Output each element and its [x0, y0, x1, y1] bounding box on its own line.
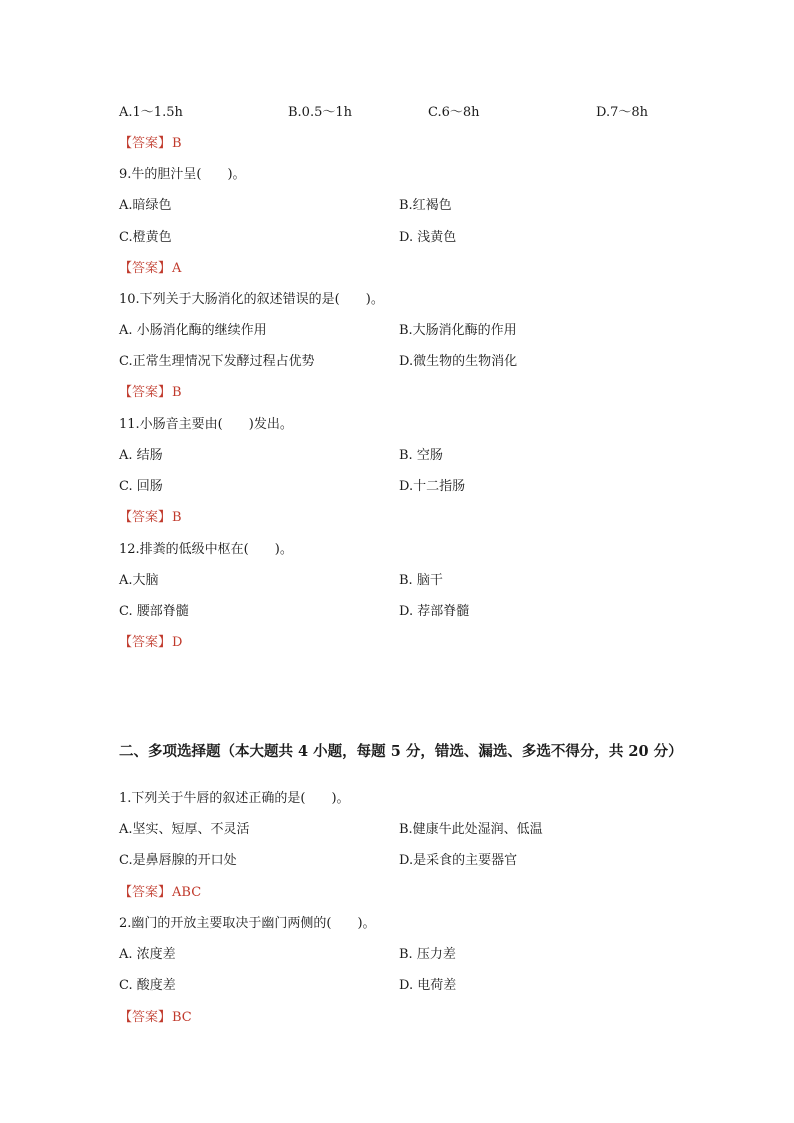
- q12-stem: 12.排粪的低级中枢在( )。: [119, 542, 293, 557]
- q8-option-b: B.0.5～1h: [288, 105, 353, 120]
- m2-option-a: A. 浓度差: [119, 947, 176, 962]
- q11-option-b: B. 空肠: [399, 448, 443, 463]
- q12-answer: [119, 634, 182, 652]
- answer-value: D: [172, 635, 183, 650]
- m2-option-d: D. 电荷差: [399, 978, 457, 993]
- m1-option-c: C.是鼻唇腺的开口处: [119, 853, 237, 868]
- answer-label: 【答案】: [119, 385, 172, 400]
- q10-option-d: D.微生物的生物消化: [399, 354, 518, 369]
- m1-option-a: A.坚实、短厚、不灵活: [119, 822, 250, 837]
- q12-option-c: C. 腰部脊髓: [119, 604, 189, 619]
- m1-answer: [119, 884, 201, 902]
- q12-option-b: B. 脑干: [399, 573, 443, 588]
- q8-option-a: A.1～1.5h: [119, 105, 183, 120]
- q12-option-d: D. 荐部脊髓: [399, 604, 470, 619]
- answer-value: A: [172, 261, 182, 276]
- answer-value: ABC: [172, 885, 202, 900]
- q10-stem: 10.下列关于大肠消化的叙述错误的是( )。: [119, 292, 384, 307]
- answer-label: 【答案】: [119, 510, 172, 525]
- q9-option-c: C.橙黄色: [119, 230, 172, 245]
- q12-option-a: A.大脑: [119, 573, 159, 588]
- q9-stem: 9.牛的胆汁呈( )。: [119, 167, 246, 182]
- answer-label: 【答案】: [119, 261, 172, 276]
- q11-answer: [119, 509, 182, 527]
- m2-stem: 2.幽门的开放主要取决于幽门两侧的( )。: [119, 916, 376, 931]
- m1-stem: 1.下列关于牛唇的叙述正确的是( )。: [119, 791, 350, 806]
- q10-option-c: C.正常生理情况下发酵过程占优势: [119, 354, 315, 369]
- answer-label: 【答案】: [119, 885, 172, 900]
- answer-value: B: [172, 385, 182, 400]
- q9-answer: [119, 260, 181, 278]
- m1-option-b: B.健康牛此处湿润、低温: [399, 822, 543, 837]
- q8-option-c: C.6～8h: [428, 105, 480, 120]
- q8-option-d: D.7～8h: [596, 105, 649, 120]
- answer-value: B: [172, 136, 182, 151]
- q8-answer: [119, 135, 182, 153]
- q9-option-d: D. 浅黄色: [399, 230, 457, 245]
- m2-option-b: B. 压力差: [399, 947, 456, 962]
- q10-option-a: A. 小肠消化酶的继续作用: [119, 323, 267, 338]
- answer-value: BC: [172, 1010, 192, 1025]
- m2-answer: [119, 1009, 192, 1027]
- q11-option-a: A. 结肠: [119, 448, 163, 463]
- q11-option-d: D.十二指肠: [399, 479, 466, 494]
- answer-value: B: [172, 510, 182, 525]
- q10-option-b: B.大肠消化酶的作用: [399, 323, 517, 338]
- q9-option-b: B.红褐色: [399, 198, 452, 213]
- m2-option-c: C. 酸度差: [119, 978, 176, 993]
- answer-label: 【答案】: [119, 1010, 172, 1025]
- q9-option-a: A.暗绿色: [119, 198, 172, 213]
- answer-label: 【答案】: [119, 136, 172, 151]
- m1-option-d: D.是采食的主要器官: [399, 853, 518, 868]
- q11-option-c: C. 回肠: [119, 479, 163, 494]
- q11-stem: 11.小肠音主要由( )发出。: [119, 417, 293, 432]
- answer-label: 【答案】: [119, 635, 172, 650]
- q10-answer: [119, 384, 182, 402]
- section-heading-multiple-choice: 二、多项选择题（本大题共 4 小题，每题 5 分，错选、漏选、多选不得分，共 20 分）: [119, 743, 683, 760]
